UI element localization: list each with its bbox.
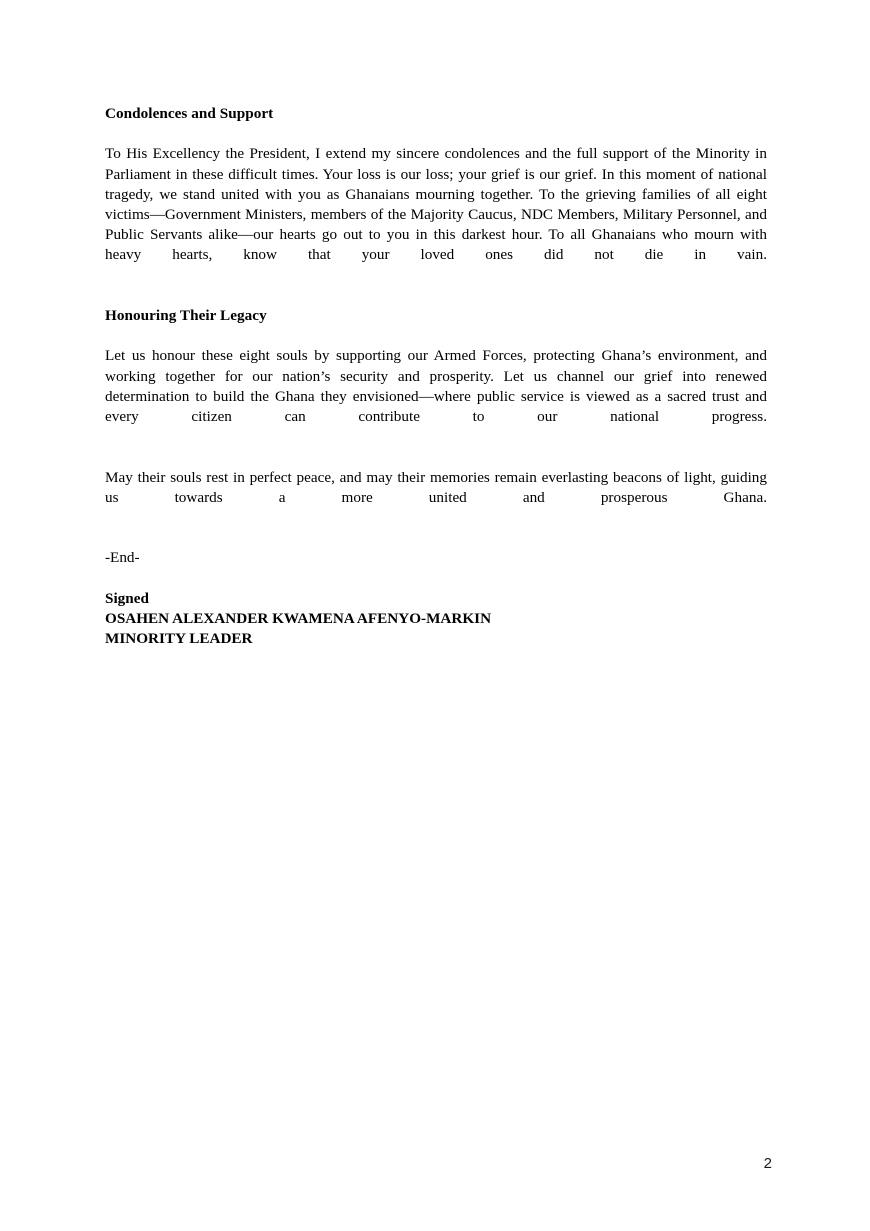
section-heading-honouring-their-legacy: Honouring Their Legacy bbox=[105, 307, 267, 324]
heading-paragraph-gap bbox=[105, 326, 767, 346]
end-marker: -End- bbox=[105, 549, 140, 567]
section-heading-condolences-and-support: Condolences and Support bbox=[105, 105, 274, 122]
paragraph-honouring-legacy: Let us honour these eight souls by supporting our Armed Forces, protecting Ghana’s environment, and working together for our nation’s security and prosperity. Let us channel our grief into renewed determination to build the Ghana they envisioned—where public service is viewed as a sacred trust and every citizen can contribute to our national progress. bbox=[105, 347, 767, 425]
paragraph-gap bbox=[105, 528, 767, 548]
document-body bbox=[105, 104, 767, 649]
heading-paragraph-gap bbox=[105, 124, 767, 144]
paragraph-gap bbox=[105, 447, 767, 467]
page-number: 2 bbox=[763, 1155, 772, 1172]
end-signature-gap bbox=[105, 569, 767, 589]
signature-title: MINORITY LEADER bbox=[105, 630, 253, 648]
paragraph-condolences: To His Excellency the President, I extend my sincere condolences and the full support of the Minority in Parliament in these difficult times. Your loss is our loss; your grief is our grief. In this moment of national tragedy, we stand united with you as Ghanaians mourning together. To the grieving families of all eight victims—Government Ministers, members of the Majority Caucus, NDC Members, Military Personnel, and Public Servants alike—our hearts go out to you in this darkest hour. To all Ghanaians who mourn with heavy hearts, know that your loved ones did not die in vain. bbox=[105, 145, 767, 264]
paragraph-gap bbox=[105, 286, 767, 306]
signature-name: OSAHEN ALEXANDER KWAMENA AFENYO-MARKIN bbox=[105, 609, 492, 627]
signature-signed-label: Signed bbox=[105, 589, 149, 607]
paragraph-rest-in-peace: May their souls rest in perfect peace, and may their memories remain everlasting beacons of light, guiding us towards a more united and prosperous Ghana. bbox=[105, 468, 767, 506]
